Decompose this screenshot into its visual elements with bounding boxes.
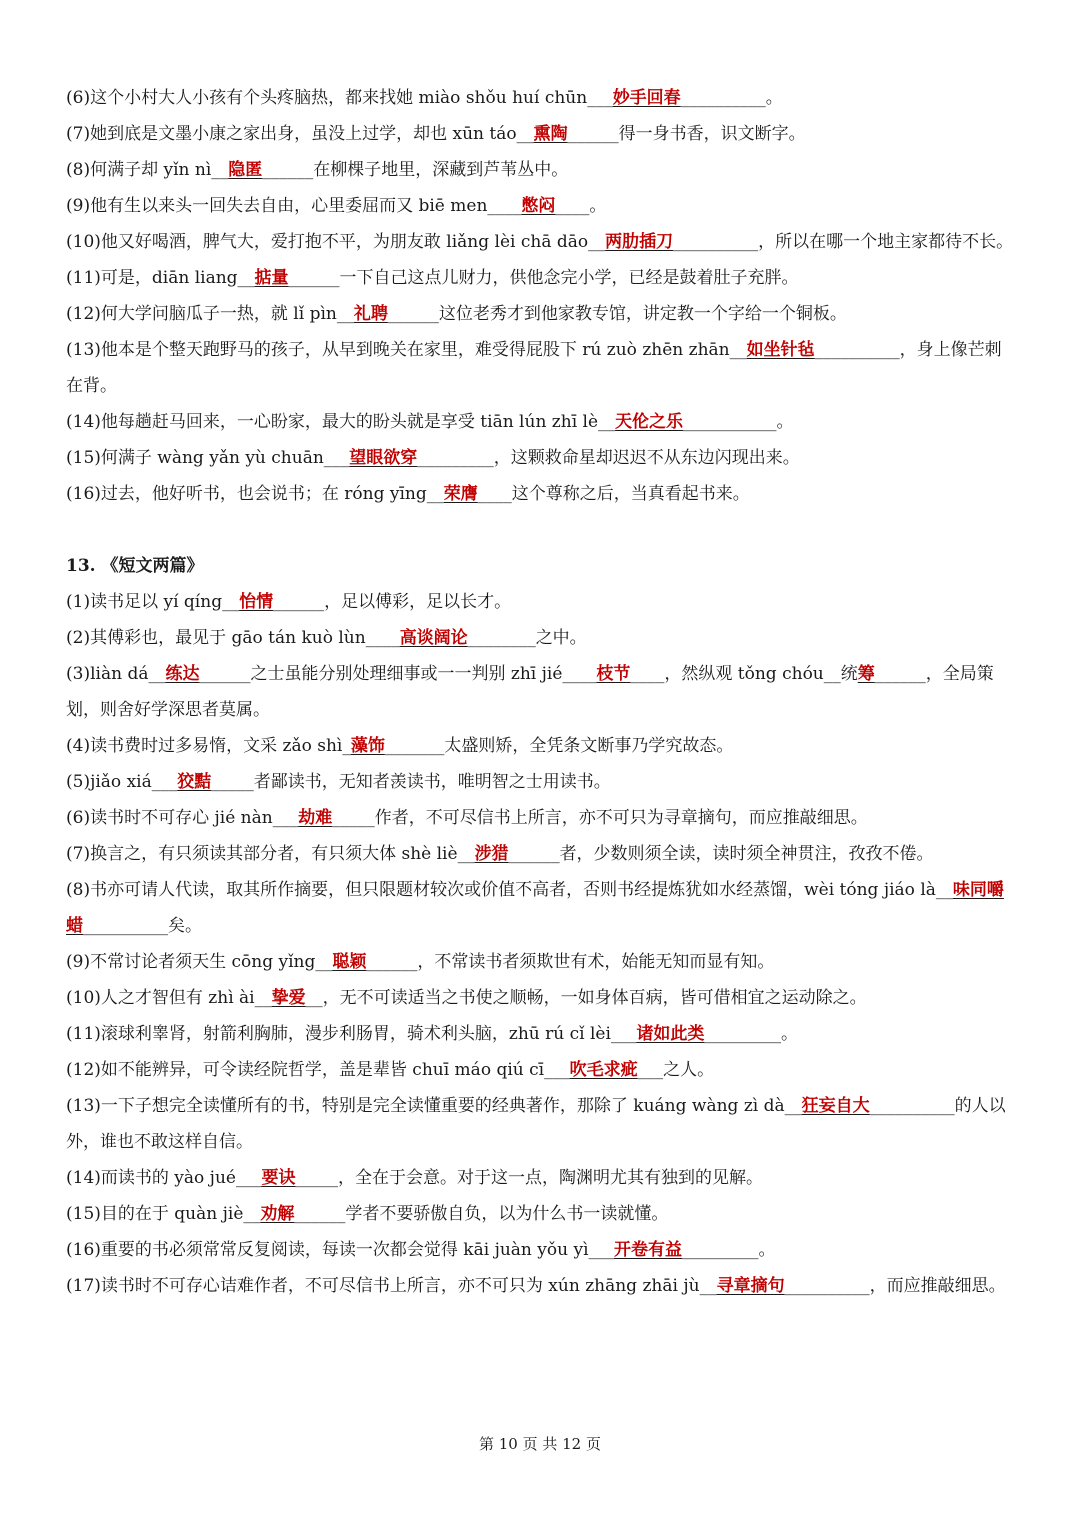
question-line-wrap	[66, 1268, 1016, 1304]
question-line	[66, 296, 1016, 332]
question-tail: 者鄙读书，无知者羡读书，唯明智之士用读书。	[253, 772, 611, 792]
blank-trail: ______	[874, 664, 926, 684]
blank-lead: __	[598, 412, 616, 432]
question-tail: 得一身书香，识文断字。	[618, 124, 806, 144]
question-line-wrap	[66, 332, 1016, 404]
question-line	[66, 1196, 1016, 1232]
answer-text: 练达	[165, 664, 200, 684]
answer-text: 怡情	[239, 592, 274, 612]
blank-lead: __	[237, 268, 255, 288]
question-line-wrap	[66, 224, 1016, 260]
question-tail: 之人。	[663, 1060, 715, 1080]
question-text: (2)其傅彩也，最见于 gāo tán kuò lùn	[66, 628, 366, 648]
blank-lead: __	[516, 124, 534, 144]
blank-trail: _________	[417, 448, 494, 468]
blank-lead: ___	[588, 1240, 615, 1260]
question-text: (7)换言之，有只须读其部分者，有只须大体 shè liè	[66, 844, 458, 864]
answer-text: 狡黠	[177, 772, 212, 792]
question-line	[66, 1052, 1016, 1088]
answer-text: 聪颖	[332, 952, 367, 972]
blank-trail: ____	[630, 664, 665, 684]
answer-text: 如坐针毡	[746, 340, 815, 360]
question-text: (14)他每趟赶马回来，一心盼家，最大的盼头就是享受 tiān lún zhī lè	[66, 412, 599, 432]
question-line	[66, 404, 1016, 440]
blank-trail: __________	[814, 340, 900, 360]
question-text: (6)读书时不可存心 jié nàn	[66, 808, 273, 828]
blank-lead: __	[784, 1096, 802, 1116]
answer-text: 劝解	[260, 1204, 295, 1224]
answer-text: 熏陶	[533, 124, 568, 144]
question-line	[66, 836, 1016, 872]
answer-text: 涉猎	[474, 844, 509, 864]
question-line	[66, 260, 1016, 296]
question-tail: ，全局策划，则舍好学深思者莫属。	[66, 664, 994, 720]
question-tail: 者，少数则须全读，读时须全神贯注，孜孜不倦。	[559, 844, 934, 864]
blank-trail: ______	[294, 1204, 346, 1224]
blank-lead: ___	[235, 1168, 262, 1188]
answer-text: 藻饰	[350, 736, 385, 756]
answer-text: 两肋插刀	[605, 232, 674, 252]
blank-trail: __________	[869, 1096, 955, 1116]
blank-lead: _	[342, 736, 351, 756]
blank-trail: ___	[637, 1060, 664, 1080]
question-tail: 作者，不可尽信书上所言，亦不可只为寻章摘句，而应推敲细思。	[374, 808, 868, 828]
question-tail: ，这颗救命星却迟迟不从东边闪现出来。	[493, 448, 800, 468]
answer-text: 隐匿	[228, 160, 263, 180]
blank-trail: ______	[199, 664, 251, 684]
answer-text: 诸如此类	[636, 1024, 705, 1044]
question-line	[66, 1016, 1016, 1052]
blank-trail: ______	[508, 844, 560, 864]
question-tail: ，无不可读适当之书使之顺畅，一如身体百病，皆可借相宜之运动除之。	[322, 988, 867, 1008]
question-tail: 在柳棵子地里，深藏到芦苇丛中。	[313, 160, 569, 180]
question-tail: ，身上像芒刺在背。	[66, 340, 1002, 396]
question-text: (11)可是，diān liang	[66, 268, 238, 288]
blank-trail: __	[305, 988, 323, 1008]
blank-lead: ____	[365, 628, 400, 648]
answer-text: 要诀	[261, 1168, 296, 1188]
question-text: (5)jiǎo xiá	[66, 772, 152, 792]
question-text: (8)何满子却 yǐn nì	[66, 160, 212, 180]
question-line	[66, 764, 1016, 800]
blank-lead: __	[148, 664, 166, 684]
blank-trail: __________	[673, 232, 759, 252]
question-line	[66, 1232, 1016, 1268]
blank-trail: _____	[295, 1168, 338, 1188]
question-line-wrap	[66, 872, 1016, 944]
question-line	[66, 620, 1016, 656]
question-tail: 。	[765, 88, 783, 108]
blank-lead: ___	[272, 808, 299, 828]
question-tail: 的人以外，谁也不敢这样自信。	[66, 1096, 1006, 1152]
question-line	[66, 152, 1016, 188]
blank-trail: _________	[704, 1024, 781, 1044]
blank-trail: ______	[366, 952, 418, 972]
question-text: (16)过去，他好听书，也会说书；在 róng yīng	[66, 484, 427, 504]
question-line	[66, 584, 1016, 620]
question-text: (10)他又好喝酒，脾气大，爱打抱不平，为朋友敢 liǎng lèi chā dāo	[66, 232, 589, 252]
blank-lead: __	[588, 232, 606, 252]
blank-lead: __	[336, 304, 354, 324]
answer-text: 望眼欲穿	[349, 448, 418, 468]
question-tail: 学者不要骄傲自负，以为什么书一读就懂。	[345, 1204, 669, 1224]
question-tail: 。	[780, 1024, 798, 1044]
answer-text: 味同嚼蜡	[66, 880, 1004, 936]
question-line	[66, 188, 1016, 224]
blank-trail: ______	[273, 592, 325, 612]
question-tail: 。	[589, 196, 607, 216]
blank-lead: ___	[151, 772, 178, 792]
answer-text: 枝节	[596, 664, 631, 684]
blank-trail: ______	[387, 304, 439, 324]
question-text: (12)如不能辨异，可令读经院哲学，盖是辈皆 chuī máo qiú cī	[66, 1060, 545, 1080]
answer-text: 挚爱	[271, 988, 306, 1008]
answer-text: 劫难	[298, 808, 333, 828]
question-line	[66, 80, 1016, 116]
answer-text: 掂量	[254, 268, 289, 288]
answer-text: 狂妄自大	[801, 1096, 870, 1116]
answer-text: 吹毛求疵	[569, 1060, 638, 1080]
blank-lead: __	[222, 592, 240, 612]
answer-text: 开卷有益	[614, 1240, 683, 1260]
blank-lead: ___	[587, 88, 613, 108]
blank-trail: _______	[384, 736, 445, 756]
question-tail: ，所以在哪一个地主家都待不长。	[758, 232, 1014, 252]
question-tail: 一下自己这点儿财力，供他念完小学，已经是鼓着肚子充胖。	[339, 268, 799, 288]
question-text: (17)读书时不可存心诘难作者，不可尽信书上所言，亦不可只为 xún zhāng zhāi jù	[66, 1276, 700, 1296]
question-text: (8)书亦可请人代读，取其所作摘要，但只限题材较次或价值不高者，否则书经提炼犹如水经蒸馏，wèi tóng jiáo là	[66, 880, 936, 900]
question-tail: 之中。	[535, 628, 587, 648]
blank-trail: ______	[288, 268, 340, 288]
question-text: ，然纵观 tǒng chóu	[664, 664, 824, 684]
question-line-wrap	[66, 656, 1016, 728]
section-title: 13. 《短文两篇》	[66, 556, 204, 576]
blank-lead: __	[823, 664, 841, 684]
answer-text: 筹	[857, 664, 875, 684]
question-tail: 矣。	[168, 916, 202, 936]
question-tail: ，全在于会意。对于这一点，陶渊明尤其有独到的见解。	[337, 1168, 763, 1188]
question-text: (14)而读书的 yào jué	[66, 1168, 236, 1188]
blank-lead: __	[935, 880, 953, 900]
blank-lead: __	[211, 160, 229, 180]
question-tail: 。	[776, 412, 794, 432]
blank-lead: ___	[323, 448, 350, 468]
blank-trail: __________	[680, 88, 766, 108]
question-line	[66, 800, 1016, 836]
question-text: (6)这个小村大人小孩有个头疼脑热，都来找她 miào shǒu huí chūn	[66, 88, 588, 108]
question-text: (3)liàn dá	[66, 664, 149, 684]
blank-lead: __	[457, 844, 475, 864]
answer-text: 礼聘	[353, 304, 388, 324]
question-line	[66, 440, 1016, 476]
page-footer: 第 10 页 共 12 页	[478, 1435, 601, 1453]
question-text: (7)她到底是文墨小康之家出身，虽没上过学，却也 xūn táo	[66, 124, 517, 144]
blank-lead: ___	[610, 1024, 637, 1044]
blank-trail: __________	[784, 1276, 870, 1296]
question-text: (10)人之才智但有 zhì ài	[66, 988, 255, 1008]
blank-trail: ______	[567, 124, 619, 144]
blank-trail: ________	[467, 628, 536, 648]
question-text: (15)何满子 wàng yǎn yù chuān	[66, 448, 324, 468]
blank-lead: __	[426, 484, 444, 504]
blank-trail: _____	[211, 772, 254, 792]
blank-trail: _________	[682, 1240, 759, 1260]
answer-text: 寻章摘句	[716, 1276, 785, 1296]
question-text: (12)何大学问脑瓜子一热，就 lǐ pìn	[66, 304, 337, 324]
blank-lead: __	[699, 1276, 717, 1296]
question-text: 之士虽能分别处理细事或一一判别 zhī jié	[250, 664, 563, 684]
blank-lead: __	[254, 988, 272, 1008]
blank-trail: ______	[262, 160, 314, 180]
spacer	[66, 512, 1016, 548]
question-line	[66, 476, 1016, 512]
question-text: 统	[840, 664, 858, 684]
question-tail: ，不常读书者须欺世有术，始能无知而显有知。	[417, 952, 775, 972]
question-text: (4)读书费时过多易惰，文采 zǎo shì	[66, 736, 343, 756]
question-text: (9)他有生以来头一回失去自由，心里委屈而又 biē men	[66, 196, 488, 216]
question-text: (11)滚球利睾肾，射箭利胸肺，漫步利肠胃，骑术利头脑，zhū rú cǐ lèi	[66, 1024, 611, 1044]
document-page	[66, 80, 1016, 1304]
blank-lead: ___	[544, 1060, 570, 1080]
blank-lead: __	[729, 340, 747, 360]
blank-trail: ____	[477, 484, 512, 504]
answer-text: 荣膺	[443, 484, 478, 504]
blank-lead: ____	[562, 664, 597, 684]
question-text: (9)不常讨论者须天生 cōng yǐng	[66, 952, 316, 972]
answer-text: 妙手回春	[612, 88, 681, 108]
answer-text: 高谈阔论	[399, 628, 468, 648]
question-tail: 这位老秀才到他家教专馆，讲定教一个字给一个铜板。	[438, 304, 847, 324]
blank-lead: ____	[487, 196, 522, 216]
blank-trail: __________	[83, 916, 168, 936]
question-line	[66, 980, 1016, 1016]
answer-text: 憋闷	[521, 196, 556, 216]
question-tail: 。	[758, 1240, 776, 1260]
question-line	[66, 1160, 1016, 1196]
question-text: (16)重要的书必须常常反复阅读，每读一次都会觉得 kāi juàn yǒu yì	[66, 1240, 589, 1260]
question-tail: ，足以傅彩，足以长才。	[324, 592, 512, 612]
question-tail: 这个尊称之后，当真看起书来。	[511, 484, 750, 504]
question-line	[66, 728, 1016, 764]
question-tail: 太盛则矫，全凭条文断事乃学究故态。	[444, 736, 734, 756]
question-text: (13)他本是个整天跑野马的孩子，从早到晚关在家里，难受得屁股下 rú zuò zhēn zhān	[66, 340, 730, 360]
blank-trail: _____	[332, 808, 375, 828]
question-text: (1)读书足以 yí qíng	[66, 592, 223, 612]
blank-lead: __	[315, 952, 333, 972]
blank-trail: ____	[555, 196, 590, 216]
answer-text: 天伦之乐	[615, 412, 684, 432]
question-line	[66, 116, 1016, 152]
question-text: (15)目的在于 quàn jiè	[66, 1204, 244, 1224]
blank-lead: __	[243, 1204, 261, 1224]
blank-trail: ___________	[683, 412, 777, 432]
question-tail: ，而应推敲细思。	[869, 1276, 1006, 1296]
question-line	[66, 944, 1016, 980]
question-line-wrap	[66, 1088, 1016, 1160]
question-text: (13)一下子想完全读懂所有的书，特别是完全读懂重要的经典著作，那除了 kuáng wàng zì dà	[66, 1096, 785, 1116]
